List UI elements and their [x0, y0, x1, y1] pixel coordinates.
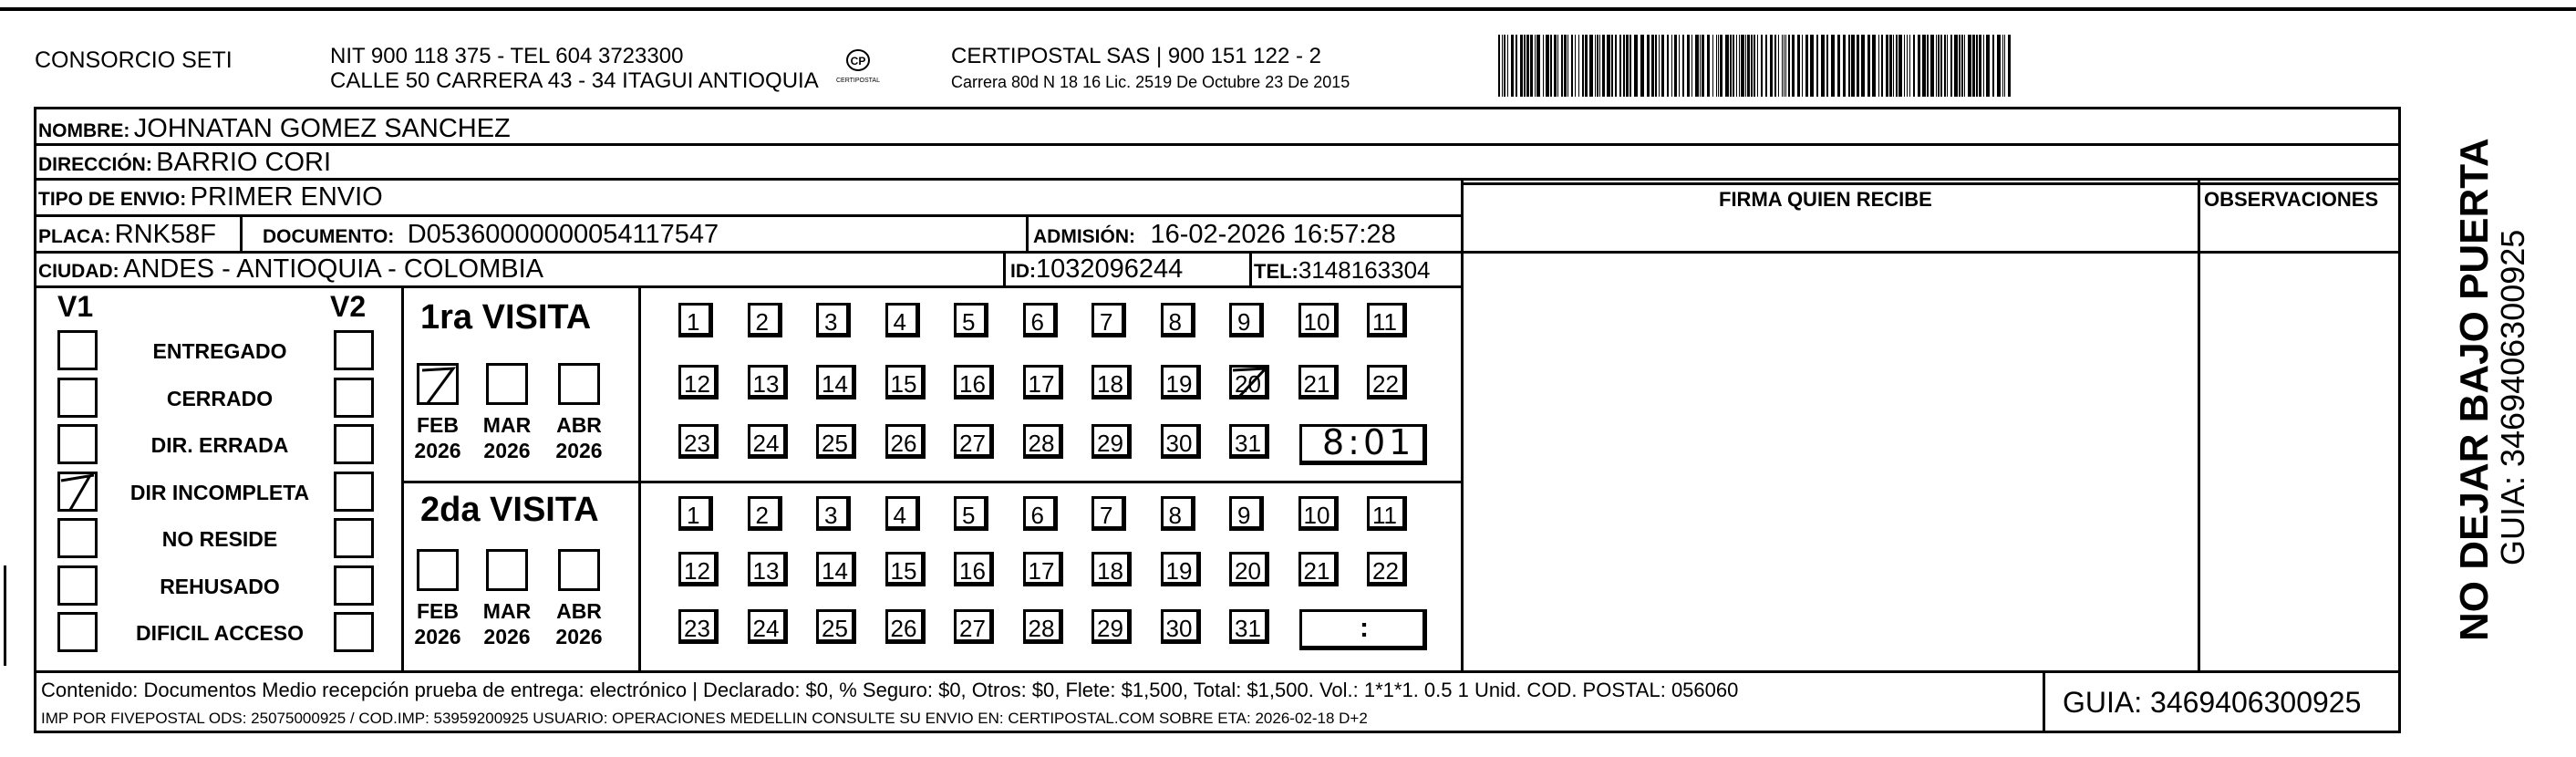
day-box[interactable]: 1 [678, 303, 713, 337]
day-box[interactable]: 10 [1298, 496, 1339, 531]
day-box[interactable]: 31 [1229, 424, 1269, 459]
day-box[interactable]: 10 [1298, 303, 1339, 337]
v2-checkbox[interactable] [334, 424, 374, 464]
placa-field: PLACA: RNK58F [38, 220, 216, 249]
v2-label: V2 [330, 290, 367, 323]
day-box[interactable]: 21 [1298, 552, 1339, 586]
day-box[interactable]: 16 [954, 365, 994, 399]
sender-name: CONSORCIO SETI [35, 47, 233, 73]
day-box[interactable]: 27 [954, 609, 994, 644]
day-box[interactable]: 9 [1229, 496, 1264, 531]
v2-checkbox[interactable] [334, 378, 374, 418]
day-box[interactable]: 6 [1023, 496, 1058, 531]
side-guia: GUIA: 3469406300925 [2494, 229, 2531, 565]
v1-label: V1 [57, 290, 94, 323]
day-box[interactable]: 4 [885, 303, 920, 337]
barcode [1498, 35, 2013, 97]
tel-value: 3148163304 [1298, 256, 1431, 284]
address-line: CALLE 50 CARRERA 43 - 34 ITAGUI ANTIOQUIA [330, 68, 819, 93]
day-box[interactable]: 3 [816, 496, 851, 531]
day-box[interactable]: 15 [885, 365, 926, 399]
month-checkbox[interactable] [558, 363, 600, 405]
month-label: MAR 2026 [482, 413, 532, 462]
status-label: REHUSADO [160, 574, 280, 598]
v2-checkbox[interactable] [334, 518, 374, 558]
status-label: ENTREGADO [152, 339, 287, 363]
form-frame [34, 107, 2401, 733]
side-warning: NO DEJAR BAJO PUERTA [2452, 138, 2497, 641]
month-label: ABR 2026 [555, 599, 603, 648]
placa-value: RNK58F [114, 220, 216, 249]
nit-line: NIT 900 118 375 - TEL 604 3723300 [330, 44, 684, 68]
day-box[interactable]: 18 [1091, 365, 1132, 399]
status-label: CERRADO [166, 386, 274, 410]
day-box[interactable]: 2 [748, 303, 782, 337]
carrier-line: CERTIPOSTAL SAS | 900 151 122 - 2 [951, 44, 1321, 68]
firma-header: FIRMA QUIEN RECIBE [1719, 188, 1932, 211]
day-box[interactable]: 16 [954, 552, 994, 586]
day-box[interactable]: 21 [1298, 365, 1339, 399]
v2-checkbox[interactable] [334, 330, 374, 370]
tipo-row: TIPO DE ENVIO: PRIMER ENVIO [38, 182, 383, 212]
admision-field: ADMISIÓN: 16-02-2026 16:57:28 [1033, 220, 1396, 249]
day-box[interactable]: 19 [1161, 365, 1201, 399]
v2-checkbox[interactable] [334, 472, 374, 512]
month-label: ABR 2026 [555, 413, 603, 462]
v1-checkbox[interactable] [57, 330, 98, 370]
ciudad-field: CIUDAD: ANDES - ANTIOQUIA - COLOMBIA [38, 254, 543, 284]
day-box[interactable]: 13 [748, 365, 788, 399]
status-label: DIFICIL ACCESO [135, 621, 304, 645]
nombre-value: JOHNATAN GOMEZ SANCHEZ [133, 114, 511, 143]
month-checkbox[interactable] [417, 549, 459, 591]
day-box[interactable]: 6 [1023, 303, 1058, 337]
documento-field: DOCUMENTO: D05360000000054117547 [263, 220, 719, 249]
scan-mark [4, 565, 6, 666]
day-box[interactable]: 8 [1161, 496, 1195, 531]
first-visit-time: 8:01 [1322, 422, 1415, 462]
day-box[interactable]: 11 [1367, 496, 1407, 531]
day-box[interactable]: 7 [1091, 496, 1126, 531]
day-box[interactable]: 28 [1023, 609, 1063, 644]
day-box[interactable]: 18 [1091, 552, 1132, 586]
month-checkbox[interactable] [486, 363, 528, 405]
month-label: FEB 2026 [414, 413, 461, 462]
direccion-row: DIRECCIÓN: BARRIO CORI [38, 148, 332, 177]
day-box[interactable]: 11 [1367, 303, 1407, 337]
day-box[interactable]: 14 [816, 365, 856, 399]
nombre-row: NOMBRE: JOHNATAN GOMEZ SANCHEZ [38, 114, 511, 143]
id-field: ID:1032096244 [1010, 254, 1184, 284]
v1-checkbox[interactable] [57, 565, 98, 606]
day-box[interactable]: 20 [1229, 552, 1269, 586]
admision-value: 16-02-2026 16:57:28 [1150, 220, 1396, 249]
day-box[interactable]: 17 [1023, 365, 1063, 399]
footer-contenido: Contenido: Documentos Medio recepción prueba de entrega: electrónico | Declarado: $0, % Seguro: $0, Otros: $0, Flete: $1,500, Total: $1,500. Vol.: 1*1*1. 0.5 1 Unid. COD. POSTAL: 056060 [41, 679, 1739, 701]
day-box[interactable]: 25 [816, 424, 856, 459]
certipostal-logo [832, 47, 885, 89]
month-label: MAR 2026 [482, 599, 532, 648]
tipo-value: PRIMER ENVIO [190, 182, 383, 212]
day-box[interactable]: 24 [748, 609, 788, 644]
day-box[interactable]: 25 [816, 609, 856, 644]
checkmark-icon [57, 472, 98, 512]
day-box[interactable]: 29 [1091, 609, 1132, 644]
day-box[interactable]: 3 [816, 303, 851, 337]
first-visit-label: 1ra VISITA [420, 298, 592, 337]
second-visit-time: : [1360, 613, 1369, 643]
day-box[interactable]: 27 [954, 424, 994, 459]
day-box[interactable]: 30 [1161, 424, 1201, 459]
day-box[interactable]: 1 [678, 496, 713, 531]
v1-checkbox[interactable] [57, 518, 98, 558]
status-label: DIR. ERRADA [150, 433, 289, 457]
id-value: 1032096244 [1036, 254, 1184, 284]
day-box[interactable]: 13 [748, 552, 788, 586]
day-box[interactable]: 26 [885, 424, 926, 459]
status-label: DIR INCOMPLETA [129, 480, 310, 504]
day-box[interactable]: 15 [885, 552, 926, 586]
day-box[interactable]: 31 [1229, 609, 1269, 644]
carrier-sub: Carrera 80d N 18 16 Lic. 2519 De Octubre 23 De 2015 [951, 73, 1350, 91]
svg-text:CP: CP [850, 55, 866, 67]
status-label: NO RESIDE [161, 527, 278, 551]
day-box[interactable]: 12 [678, 552, 719, 586]
day-box[interactable]: 17 [1023, 552, 1063, 586]
day-box[interactable]: 23 [678, 424, 719, 459]
day-box[interactable]: 22 [1367, 365, 1407, 399]
day-box[interactable]: 28 [1023, 424, 1063, 459]
month-label: FEB 2026 [414, 599, 461, 648]
day-box[interactable]: 20 [1229, 365, 1269, 399]
direccion-value: BARRIO CORI [156, 148, 332, 177]
month-checkbox[interactable] [417, 363, 459, 405]
footer-imp: IMP POR FIVEPOSTAL ODS: 25075000925 / COD.IMP: 53959200925 USUARIO: OPERACIONES MEDELLIN CONSULTE SU ENVIO EN: CERTIPOSTAL.COM SOBRE ETA: 2026-02-18 D+2 [41, 710, 1368, 727]
observaciones-header: OBSERVACIONES [2204, 188, 2379, 211]
top-edge-line [0, 7, 2576, 11]
day-box[interactable]: 22 [1367, 552, 1407, 586]
v1-checkbox[interactable] [57, 378, 98, 418]
second-visit-label: 2da VISITA [420, 491, 599, 529]
day-box[interactable]: 26 [885, 609, 926, 644]
day-box[interactable]: 19 [1161, 552, 1201, 586]
day-box[interactable]: 9 [1229, 303, 1264, 337]
day-box[interactable]: 8 [1161, 303, 1195, 337]
v1-checkbox[interactable] [57, 612, 98, 652]
day-box[interactable]: 29 [1091, 424, 1132, 459]
day-box[interactable]: 2 [748, 496, 782, 531]
tel-field: TEL:3148163304 [1254, 256, 1431, 284]
day-box[interactable]: 5 [954, 496, 988, 531]
documento-value: D05360000000054117547 [407, 220, 719, 249]
v2-checkbox[interactable] [334, 612, 374, 652]
day-box[interactable]: 14 [816, 552, 856, 586]
v1-checkbox[interactable] [57, 424, 98, 464]
month-checkbox[interactable] [486, 549, 528, 591]
day-box[interactable]: 24 [748, 424, 788, 459]
checkmark-icon [417, 363, 459, 405]
v1-checkbox[interactable] [57, 472, 98, 512]
day-box[interactable]: 12 [678, 365, 719, 399]
svg-text:CERTIPOSTAL: CERTIPOSTAL [836, 78, 880, 84]
day-box[interactable]: 4 [885, 496, 920, 531]
v2-checkbox[interactable] [334, 565, 374, 606]
day-box[interactable]: 5 [954, 303, 988, 337]
checkmark-icon [1229, 365, 1269, 399]
month-checkbox[interactable] [558, 549, 600, 591]
ciudad-value: ANDES - ANTIOQUIA - COLOMBIA [123, 254, 543, 284]
day-box[interactable]: 7 [1091, 303, 1126, 337]
day-box[interactable]: 23 [678, 609, 719, 644]
footer-guia: GUIA: 3469406300925 [2063, 686, 2362, 719]
day-box[interactable]: 30 [1161, 609, 1201, 644]
